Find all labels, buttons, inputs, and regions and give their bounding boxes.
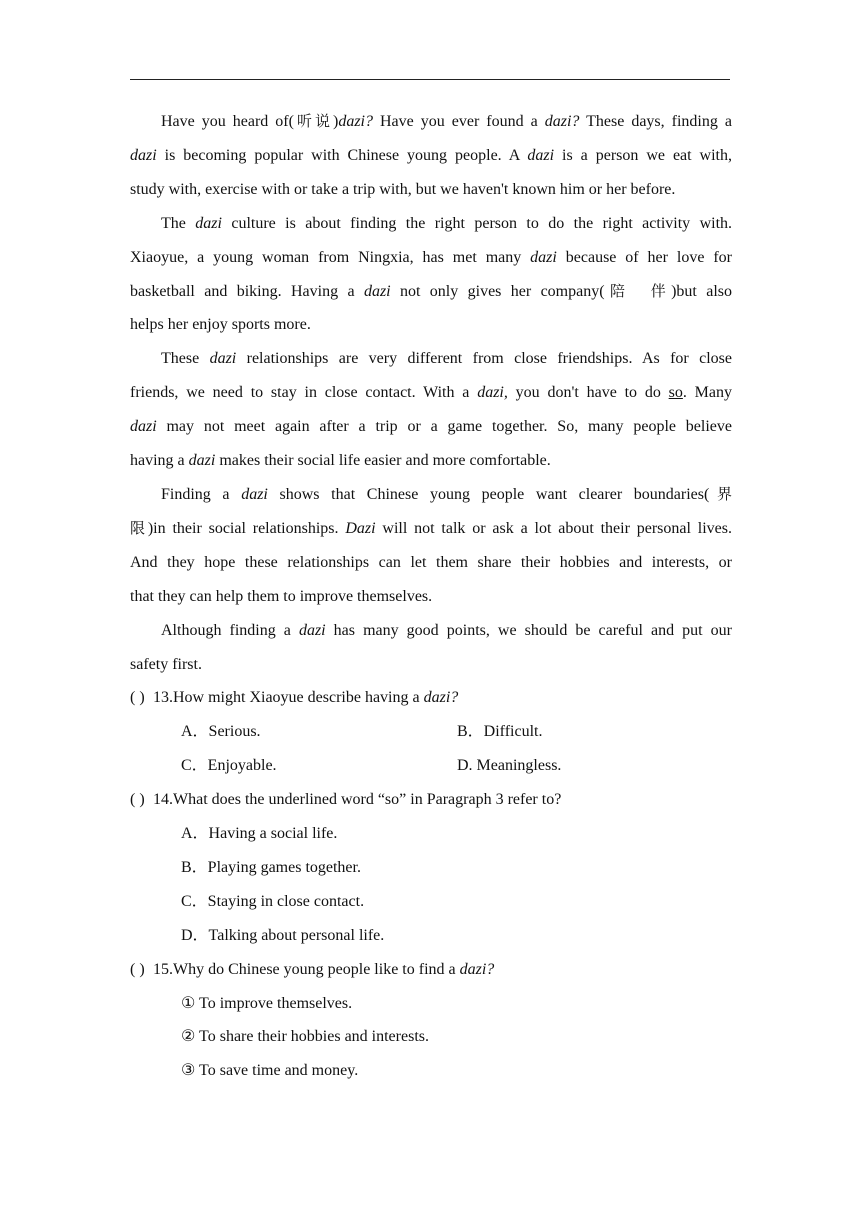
header-rule [130,79,730,80]
italic-term: dazi [209,350,237,368]
text: you don't have to do [507,384,669,402]
paragraph-line: study with, exercise with or take a trip with, but we haven't known him or her before. [130,180,676,198]
answer-blank[interactable]: ( ) [130,960,145,978]
italic-term: dazi? [338,113,373,130]
option-c[interactable]: C．Enjoyable. [181,757,277,775]
paragraph-line [130,275,732,309]
question-13 [130,681,732,783]
paragraph-line [130,614,732,648]
italic-term: dazi [195,214,222,232]
option-a[interactable]: A．Having a social life. [181,825,338,842]
text: culture is about finding the right person to do the right activity with. [221,214,733,232]
paragraph-line: safety first. [130,655,202,673]
text: shows that Chinese young people want clearer boundaries( [267,485,710,503]
italic-term: dazi [527,146,555,164]
paragraph-3 [130,342,732,478]
option-a[interactable]: A．Serious. [181,723,261,741]
text: 界 [709,484,732,503]
paragraph-line [130,410,732,444]
italic-term: dazi? [459,960,495,978]
text: . Many [682,384,733,402]
text: friends, we need to stay in close contact. With a [130,384,478,402]
italic-term: Dazi [345,519,376,537]
text: basketball and biking. Having a [130,282,364,300]
paragraph-line [130,342,732,376]
paragraph-4 [130,478,732,614]
text: may not meet again after a trip or a game together. So, many people believe [156,418,732,436]
text: )in their social relationships. [147,519,346,537]
option-d[interactable]: D. Meaningless. [457,757,562,775]
italic-term: dazi? [423,689,459,707]
question-15 [130,953,732,1089]
text: ) [332,113,339,130]
option-b[interactable]: B．Playing games together. [181,858,361,876]
text: 陪 伴 [604,281,672,300]
paragraph-line [130,512,732,546]
text: 14.What does the underlined word “so” in Paragraph 3 refer to? [153,791,562,809]
paragraph-line [130,207,732,241]
text: makes their social life easier and more comfortable. [215,452,551,470]
question-14 [130,783,732,953]
paragraph-2 [130,207,732,343]
underlined-word: so [668,384,683,402]
question-stem [130,681,732,715]
answer-blank[interactable]: ( ) [130,689,145,707]
italic-term: dazi [130,418,157,436]
paragraph-line [130,105,732,139]
paragraph-line [130,241,732,275]
text: Finding a [161,485,242,503]
paragraph-line: helps her enjoy sports more. [130,316,311,334]
text: Xiaoyue, a young woman from Ningxia, has met many [130,248,531,266]
statement-2: ② To share their hobbies and interests. [181,1028,429,1046]
text: not only gives her company( [390,282,605,300]
text: because of her love for [556,248,733,266]
text: having a [130,452,189,470]
option-c[interactable]: C．Staying in close contact. [181,892,365,910]
text: Although finding a [161,621,299,639]
paragraph-1 [130,105,732,207]
option-row [130,749,732,783]
paragraph-5 [130,614,732,682]
option-b[interactable]: B．Difficult. [457,723,543,741]
text: relationships are very different from close friendships. As for close [236,350,732,368]
paragraph-line [130,376,732,410]
text: 听说 [293,112,333,130]
text: has many good points, we should be careful and put our [325,621,733,639]
italic-term: dazi? [544,113,580,130]
answer-blank[interactable]: ( ) [130,791,145,809]
text: will not talk or ask a lot about their personal lives. [375,519,733,537]
text: is a person we eat with, [554,146,732,164]
italic-term: dazi [188,452,216,470]
option-d[interactable]: D．Talking about personal life. [181,926,385,944]
question-stem [130,783,732,817]
text: Have you heard of( [161,113,294,130]
option-row [130,715,732,749]
italic-term: dazi [298,621,326,639]
italic-term: dazi [530,248,557,266]
text: 限 [130,518,148,537]
text: 13.How might Xiaoyue describe having a [153,689,424,707]
text: The [161,214,196,232]
italic-term: dazi [241,485,268,503]
text: Have you ever found a [372,113,545,130]
paragraph-line [130,444,732,478]
italic-term: dazi, [477,384,508,402]
paragraph-line: And they hope these relationships can let them share their hobbies and interests, or [130,553,732,571]
paragraph-line [130,478,732,512]
question-stem [130,953,732,987]
reading-passage [130,105,732,1088]
text: )but also [671,282,732,300]
text: These [161,350,210,368]
paragraph-line: that they can help them to improve themselves. [130,587,433,605]
text: 15.Why do Chinese young people like to find a [153,960,460,978]
statement-3: ③ To save time and money. [181,1062,359,1080]
text: is becoming popular with Chinese young people. A [156,146,528,164]
statement-1: ① To improve themselves. [181,994,353,1012]
italic-term: dazi [363,282,391,300]
text: These days, finding a [579,113,732,130]
italic-term: dazi [130,146,157,164]
paragraph-line [130,139,732,173]
